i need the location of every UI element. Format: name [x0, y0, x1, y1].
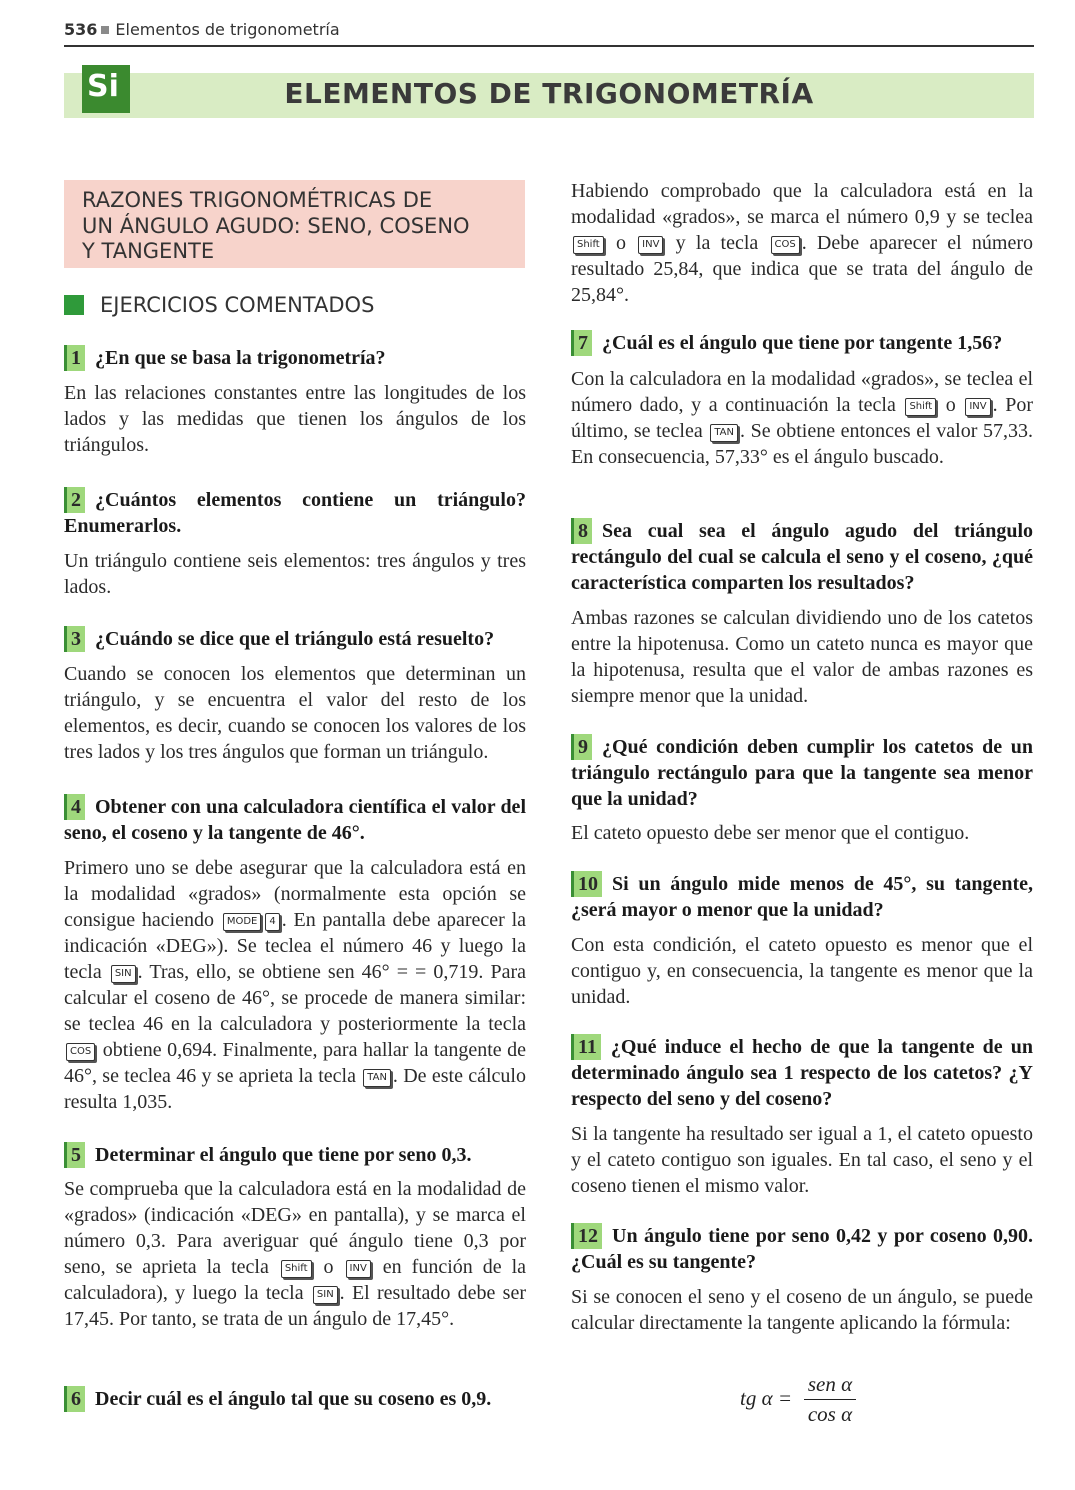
question-4: 4 Obtener con una calculadora científica el valor del seno, el coseno y la tangente de 46°.: [64, 796, 526, 844]
question-number: 6: [64, 1386, 85, 1412]
question-number: 8: [571, 518, 592, 544]
question-11: 11 ¿Qué induce el hecho de que la tangente de un determinado ángulo sea 1 respecto de los catetos? ¿Y respecto del seno y del coseno?: [571, 1036, 1033, 1110]
answer-1: En las relaciones constantes entre las longitudes de los lados y las medidas que tienen los ángulos de los triángulos.: [64, 382, 526, 456]
question-number: 1: [64, 345, 85, 371]
question-8: 8 Sea cual sea el ángulo agudo del triángulo rectángulo del cual se calcula el seno y el coseno, ¿qué característica comparten los resultados?: [571, 520, 1033, 594]
section-heading-line: Y TANGENTE: [82, 239, 215, 263]
formula-numerator: sen α: [807, 1372, 853, 1396]
tan-key: TAN: [363, 1069, 391, 1087]
question-number: 9: [571, 734, 592, 760]
cos-key: COS: [66, 1043, 95, 1061]
tan-key: TAN: [710, 424, 738, 442]
question-number: 2: [64, 487, 85, 513]
question-number: 7: [571, 330, 592, 356]
header-rule: [64, 45, 1034, 47]
question-number: 5: [64, 1142, 85, 1168]
fraction-bar: [804, 1399, 856, 1400]
answer-10: Con esta condición, el cateto opuesto es menor que el contiguo y, en consecuencia, la tangente es menor que la unidad.: [571, 934, 1033, 1008]
question-3: 3 ¿Cuándo se dice que el triángulo está resuelto?: [64, 626, 526, 652]
running-title: Elementos de trigonometría: [115, 20, 340, 39]
sin-key: SIN: [111, 965, 136, 983]
question-12: 12 Un ángulo tiene por seno 0,42 y por coseno 0,90. ¿Cuál es su tangente?: [571, 1225, 1033, 1273]
cos-key: COS: [771, 236, 800, 254]
si-logo-icon: Si: [82, 65, 130, 113]
question-9: 9 ¿Qué condición deben cumplir los catetos de un triángulo rectángulo para que la tangente sea menor que la unidad?: [571, 736, 1033, 810]
answer-3: Cuando se conocen los elementos que determinan un triángulo, y se encuentra el valor del resto de los elementos, es decir, cuando se conocen los valores de los tres lados y los tres ángulos que forman un triángulo.: [64, 663, 526, 763]
question-number: 12: [571, 1223, 602, 1249]
answer-11: Si la tangente ha resultado ser igual a 1, el cateto opuesto y el cateto contiguo son iguales. En tal caso, el seno y el coseno tienen el mismo valor.: [571, 1123, 1033, 1197]
question-5: 5 Determinar el ángulo que tiene por seno 0,3.: [64, 1142, 526, 1168]
shift-key: Shift: [905, 398, 936, 416]
answer-4: Primero uno se debe asegurar que la calculadora está en la modalidad «grados» (normalmente esta opción se consigue haciendo MODE 4 . En pantalla debe aparecer la indicación «DEG»). Se teclea el número 46 y luego la tecla SIN . Tras, ello, se obtiene sen 46° = = 0,719. Para calcular el coseno de 46°, se procede de manera similar: se teclea 46 en la calculadora y posteriormente la tecla COS obtiene 0,694. Finalmente, para hallar la tangente de 46°, se teclea 46 y se aprieta la tecla TAN . De este cálculo resulta 1,035.: [64, 857, 527, 1113]
question-number: 10: [571, 871, 602, 897]
shift-key: Shift: [573, 236, 604, 254]
question-number: 4: [64, 794, 85, 820]
answer-5: Se comprueba que la calculadora está en la modalidad de «grados» (indicación «DEG» en pantalla), y se marca el número 0,3. Para averiguar qué ángulo tiene 0,3 por seno, se aprieta la tecla Shift o INV en función de la calculadora), y luego la tecla SIN . El resultado debe ser 17,45. Por tanto, se trata de un ángulo de 17,45°.: [64, 1178, 527, 1330]
chapter-title: ELEMENTOS DE TRIGONOMETRÍA: [284, 77, 814, 110]
section-heading-line: RAZONES TRIGONOMÉTRICAS DE: [82, 188, 433, 212]
running-head: [64, 20, 340, 39]
answer-6: Habiendo comprobado que la calculadora está en la modalidad «grados», se marca el número 0,9 y se teclea Shift o INV y la tecla COS . Debe aparecer el número resultado 25,84, que indica que se trata del ángulo de 25,84°.: [571, 180, 1033, 306]
question-6: 6 Decir cuál es el ángulo tal que su coseno es 0,9.: [64, 1386, 526, 1412]
section-heading-line: UN ÁNGULO AGUDO: SENO, COSENO: [82, 214, 470, 238]
answer-8: Ambas razones se calculan dividiendo uno de los catetos entre la hipotenusa. Como un cateto nunca es mayor que la hipotenusa, resulta que el valor de ambas razones es siempre menor que la unidad.: [571, 607, 1033, 707]
answer-2: Un triángulo contiene seis elementos: tres ángulos y tres lados.: [64, 550, 526, 598]
page-number: 536: [64, 20, 98, 39]
inv-key: INV: [638, 236, 663, 254]
section-heading: [64, 180, 525, 268]
formula-lhs: tg α =: [740, 1386, 793, 1410]
four-key: 4: [265, 913, 279, 931]
square-bullet-icon: [101, 26, 109, 34]
question-number: 3: [64, 626, 85, 652]
chapter-banner: [64, 73, 1034, 118]
question-number: 11: [571, 1034, 601, 1060]
answer-12: Si se conocen el seno y el coseno de un ángulo, se puede calcular directamente la tangente aplicando la fórmula:: [571, 1286, 1033, 1334]
question-2: 2 ¿Cuántos elementos contiene un triángulo? Enumerarlos.: [64, 489, 526, 537]
question-10: 10 Si un ángulo mide menos de 45°, su tangente, ¿será mayor o menor que la unidad?: [571, 873, 1033, 921]
inv-key: INV: [965, 398, 990, 416]
answer-9: El cateto opuesto debe ser menor que el contiguo.: [571, 822, 970, 844]
answer-7: Con la calculadora en la modalidad «grados», se teclea el número dado, y a continuación la tecla Shift o INV . Por último, se teclea TAN . Se obtiene entonces el valor 57,33. En consecuencia, 57,33° es el ángulo buscado.: [571, 368, 1034, 468]
sin-key: SIN: [313, 1286, 338, 1304]
inv-key: INV: [346, 1260, 371, 1278]
shift-key: Shift: [281, 1260, 312, 1278]
formula-denominator: cos α: [807, 1402, 853, 1426]
mode-key: MODE: [223, 913, 262, 931]
question-7: 7 ¿Cuál es el ángulo que tiene por tangente 1,56?: [571, 330, 1033, 356]
formula-fraction: [804, 1372, 856, 1427]
green-square-icon: [64, 295, 84, 315]
question-1: 1 ¿En que se basa la trigonometría?: [64, 345, 526, 371]
